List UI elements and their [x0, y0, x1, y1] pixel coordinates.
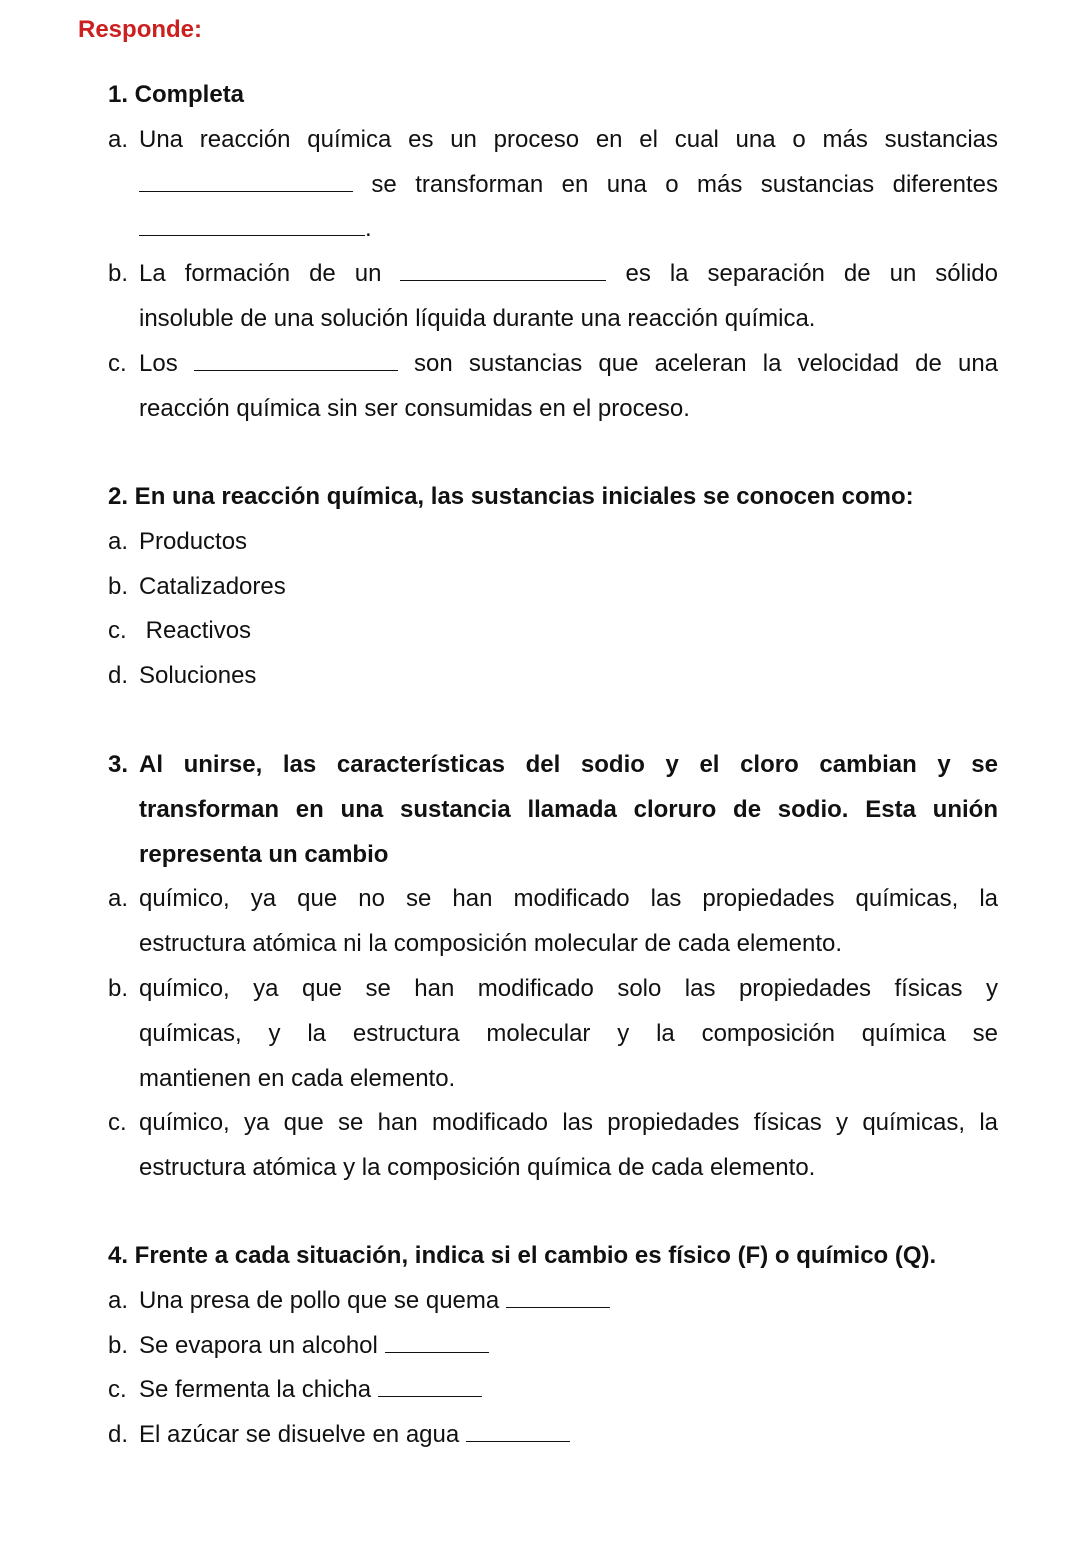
answer-blank[interactable]: [466, 1413, 570, 1442]
option-label: b.: [108, 572, 129, 600]
question-3-title-line2: transforman en una sustancia llamada cloruro de sodio. Esta unión: [139, 795, 998, 823]
option-b-line3: mantienen en cada elemento.: [139, 1064, 456, 1092]
question-1-title: 1. Completa: [108, 81, 245, 108]
question-2-option-a[interactable]: [108, 520, 998, 565]
question-4: [108, 1234, 998, 1458]
option-label: a.: [108, 527, 129, 555]
question-3-option-c[interactable]: [108, 1101, 998, 1191]
option-label: c.: [108, 1109, 127, 1137]
question-2-option-b[interactable]: [108, 565, 998, 610]
item-label: a.: [108, 125, 129, 153]
item-b-text1: La formación de un: [139, 260, 382, 288]
item-label: b.: [108, 260, 129, 288]
item-label: a.: [108, 1286, 129, 1314]
item-b-line2: insoluble de una solución líquida durante una reacción química.: [139, 304, 816, 332]
answer-blank[interactable]: [139, 207, 365, 236]
question-4-item-a: [108, 1279, 998, 1324]
question-2-option-c[interactable]: [108, 609, 998, 654]
answer-blank[interactable]: [139, 163, 353, 192]
item-a-text2: se transforman en una o más sustancias diferentes: [371, 170, 998, 198]
question-4-item-b: [108, 1324, 998, 1369]
option-c-line2: estructura atómica y la composición química de cada elemento.: [139, 1154, 816, 1182]
answer-blank[interactable]: [194, 342, 398, 371]
question-3-option-a[interactable]: [108, 877, 998, 967]
item-text: El azúcar se disuelve en agua: [139, 1421, 460, 1449]
question-number: 3.: [108, 751, 129, 778]
option-label: a.: [108, 885, 129, 913]
question-3: [108, 743, 998, 1191]
question-1: [108, 73, 998, 431]
item-a-line3: [139, 207, 998, 252]
question-4-title: 4. Frente a cada situación, indica si el cambio es físico (F) o químico (Q).: [108, 1242, 937, 1269]
item-text: Se fermenta la chicha: [139, 1376, 372, 1404]
option-text: Soluciones: [139, 662, 257, 690]
option-c-line1: químico, ya que se han modificado las propiedades físicas y químicas, la: [139, 1109, 998, 1137]
question-3-title-line1: Al unirse, las características del sodio y el cloro cambian y se: [139, 751, 998, 778]
item-label: b.: [108, 1331, 129, 1359]
option-text: Reactivos: [139, 617, 252, 645]
page-heading: Responde:: [78, 16, 203, 43]
answer-blank[interactable]: [378, 1368, 482, 1397]
option-text: Productos: [139, 527, 248, 555]
option-a-line1: químico, ya que no se han modificado las propiedades químicas, la: [139, 885, 998, 913]
question-1-item-c: [108, 342, 998, 432]
item-c-line1: [139, 342, 998, 387]
item-b-line1: [139, 252, 998, 297]
item-c-text1: Los: [139, 349, 178, 377]
answer-blank[interactable]: [506, 1279, 610, 1308]
item-a-line1: Una reacción química es un proceso en el cual una o más sustancias: [139, 125, 998, 153]
question-2: [108, 475, 998, 699]
question-4-item-d: [108, 1413, 998, 1458]
question-3-title: [108, 743, 998, 877]
answer-blank[interactable]: [385, 1324, 489, 1353]
option-label: d.: [108, 662, 129, 690]
option-text: Catalizadores: [139, 572, 286, 600]
option-label: c.: [108, 617, 127, 645]
question-3-option-b[interactable]: [108, 967, 998, 1101]
answer-blank[interactable]: [400, 252, 606, 281]
item-text: Una presa de pollo que se quema: [139, 1286, 500, 1314]
item-a-text3: .: [365, 215, 372, 243]
item-label: c.: [108, 1376, 127, 1404]
item-a-line2: [139, 163, 998, 208]
question-1-item-a: [108, 118, 998, 252]
item-c-text2: son sustancias que aceleran la velocidad de una: [414, 349, 999, 377]
item-b-text2: es la separación de un sólido: [625, 260, 999, 288]
option-label: b.: [108, 974, 129, 1002]
question-3-title-line3: representa un cambio: [139, 840, 389, 868]
question-1-item-b: [108, 252, 998, 342]
question-2-title: 2. En una reacción química, las sustancias iniciales se conocen como:: [108, 483, 914, 510]
item-label: c.: [108, 349, 127, 377]
option-b-line2: químicas, y la estructura molecular y la composición química se: [139, 1019, 998, 1047]
item-c-line2: reacción química sin ser consumidas en el proceso.: [139, 394, 690, 422]
option-b-line1: químico, ya que se han modificado solo las propiedades físicas y: [139, 974, 998, 1002]
question-2-option-d[interactable]: [108, 654, 998, 699]
option-a-line2: estructura atómica ni la composición molecular de cada elemento.: [139, 930, 843, 958]
item-label: d.: [108, 1421, 129, 1449]
question-4-item-c: [108, 1368, 998, 1413]
item-text: Se evapora un alcohol: [139, 1331, 378, 1359]
